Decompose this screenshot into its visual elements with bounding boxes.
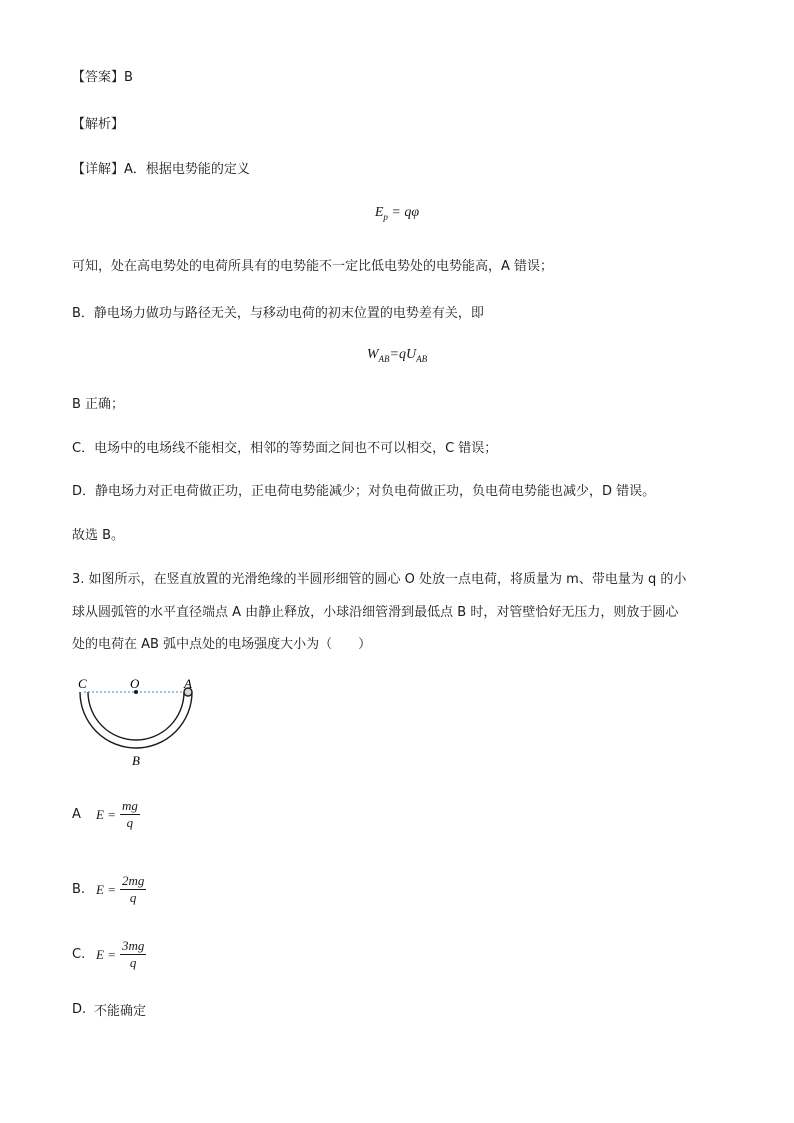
option-a[interactable] [72, 798, 140, 831]
option-c-label: C. [72, 947, 86, 962]
question-line-2: 球从圆弧管的水平直径端点 A 由静止释放，小球沿细管滑到最低点 B 时，对管壁恰好无压力，则放于圆心 [72, 605, 679, 620]
option-d-text: 不能确定 [94, 1004, 147, 1019]
option-b-lhs: E = [96, 881, 116, 897]
question-line-3: 处的电荷在 AB 弧中点处的电场强度大小为（ ） [72, 637, 372, 652]
line-b: B．静电场力做功与路径无关，与移动电荷的初末位置的电势差有关，即 [72, 306, 484, 321]
label-a: A [184, 676, 192, 691]
eq1-symbol: E [374, 205, 384, 220]
eq2-subscript-1: AB [378, 354, 390, 364]
line-d: D．静电场力对正电荷做正功，正电荷电势能减少；对负电荷做正功，负电荷电势能也减少，D 错误。 [72, 484, 656, 499]
option-c-denominator: q [129, 955, 137, 970]
line-c: C．电场中的电场线不能相交，相邻的等势面之间也不可以相交，C 错误； [72, 441, 498, 456]
eq1-rhs: = qφ [391, 205, 420, 220]
eq2-mid: =qU [389, 347, 417, 362]
line-choose: 故选 B。 [72, 528, 125, 543]
question-line-1: 3. 如图所示，在竖直放置的光滑绝缘的半圆形细管的圆心 O 处放一点电荷，将质量为 m、带电量为 q 的小 [72, 572, 687, 587]
eq2-symbol: W [366, 347, 379, 362]
eq2-subscript-2: AB [416, 354, 428, 364]
equation-potential-energy [0, 205, 794, 222]
option-a-denominator: q [126, 815, 134, 830]
label-o: O [130, 676, 140, 691]
option-b-denominator: q [129, 890, 137, 905]
option-c[interactable] [72, 938, 146, 971]
option-a-numerator: mg [121, 798, 138, 813]
option-b-numerator: 2mg [121, 873, 145, 888]
option-b[interactable] [72, 873, 146, 906]
option-c-numerator: 3mg [121, 938, 145, 953]
option-a-lhs: E = [96, 806, 116, 822]
tube-inner-arc [88, 692, 184, 740]
answer-line: 【答案】B [72, 70, 133, 85]
option-a-label: A [72, 807, 81, 822]
analysis-heading: 【解析】 [72, 117, 125, 132]
line-a: 可知，处在高电势处的电荷所具有的电势能不一定比低电势处的电势能高，A 错误； [72, 259, 554, 274]
option-c-lhs: E = [96, 946, 116, 962]
detail-line: 【详解】A．根据电势能的定义 [72, 162, 250, 177]
line-b-correct: B 正确； [72, 397, 125, 412]
semicircle-tube-diagram [74, 676, 204, 772]
eq1-subscript: p [383, 212, 388, 222]
option-a-fraction [120, 798, 140, 831]
option-d-label: D. [72, 1002, 87, 1017]
label-c: C [78, 676, 87, 691]
option-d[interactable] [72, 1000, 146, 1019]
option-b-label: B. [72, 882, 86, 897]
label-b: B [132, 753, 140, 768]
equation-work [0, 347, 794, 364]
option-b-fraction [120, 873, 146, 906]
option-c-fraction [120, 938, 146, 971]
